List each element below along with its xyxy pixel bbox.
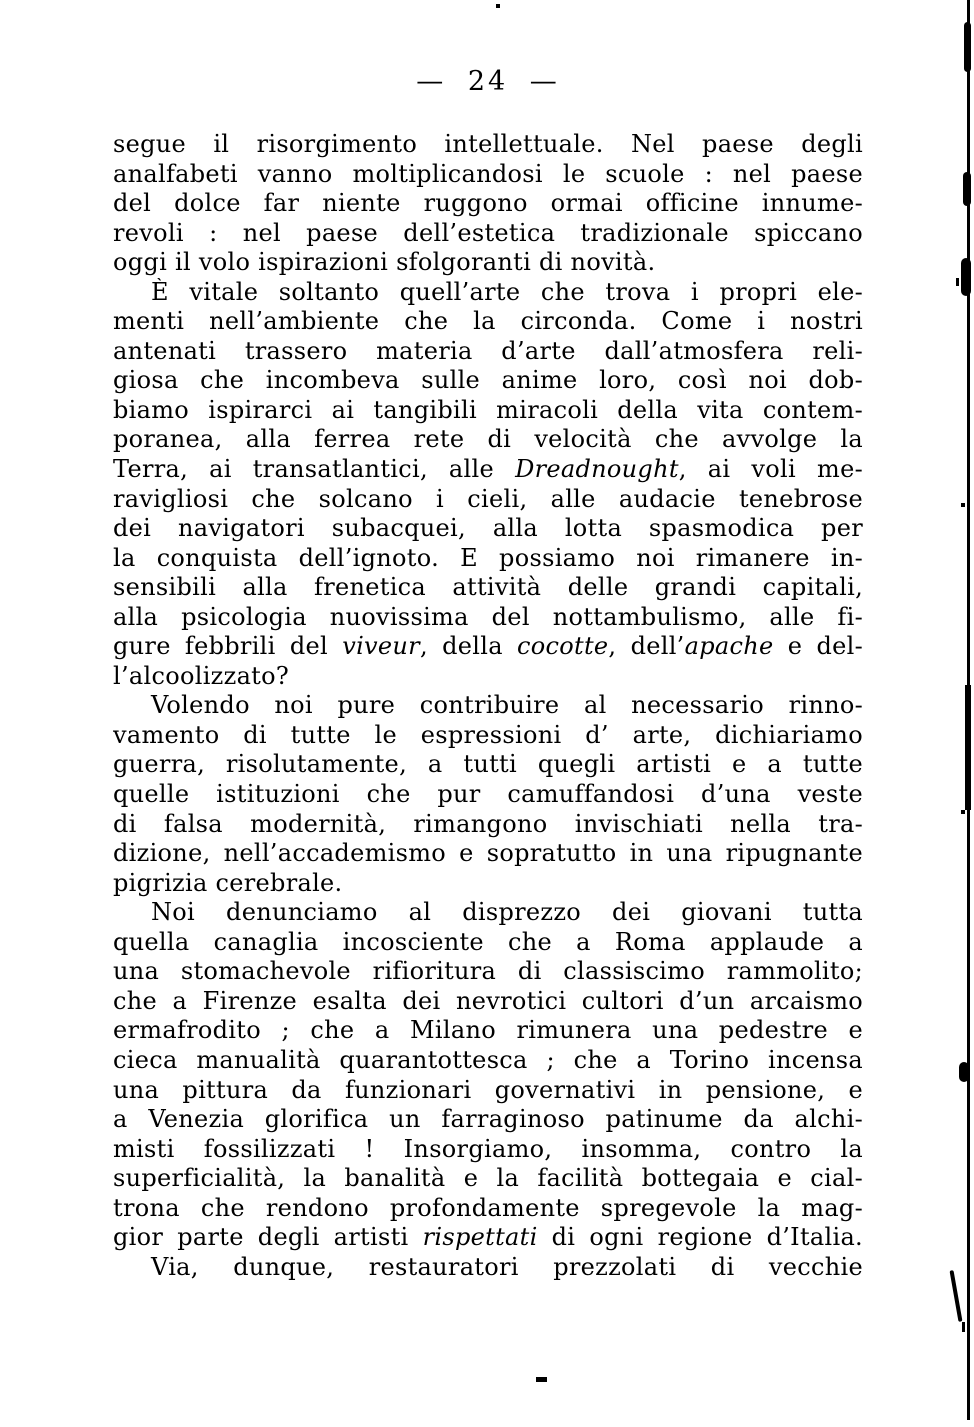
text-segment: menti nell’ambiente che la circonda. Come i nostri: [113, 307, 863, 336]
text-segment: dei navigatori subacquei, alla lotta spasmodica per: [113, 514, 863, 543]
italic-text: cocotte: [517, 632, 609, 661]
scan-ink-blob: [961, 258, 971, 296]
text-block: [113, 130, 863, 1282]
text-segment: , dell’: [608, 632, 685, 661]
text-segment: gure febbrili del: [113, 632, 343, 661]
text-line: [113, 1164, 863, 1194]
italic-text: rispettati: [422, 1223, 538, 1252]
text-line: [113, 573, 863, 603]
text-line: [113, 1135, 863, 1165]
text-line: [113, 1223, 863, 1253]
text-segment: cieca manualità quarantottesca ; che a Torino incensa: [113, 1045, 863, 1074]
text-segment: guerra, risolutamente, a tutti quegli artisti e a tutte: [113, 750, 863, 779]
text-segment: alla psicologia nuovissima del nottambulismo, alle fi-: [113, 602, 863, 631]
text-line: [113, 1194, 863, 1224]
text-line: [113, 130, 863, 160]
italic-text: viveur: [342, 632, 420, 661]
text-segment: Via, dunque, restauratori prezzolati di vecchie: [151, 1252, 863, 1281]
text-line: [113, 1016, 863, 1046]
text-line: [113, 810, 863, 840]
text-line: [113, 278, 863, 308]
scan-speck: [536, 1377, 547, 1382]
text-line: [113, 189, 863, 219]
text-segment: superficialità, la banalità e la facilità bottegaia e cial-: [113, 1164, 863, 1193]
text-segment: Noi denunciamo al disprezzo dei giovani tutta: [151, 898, 863, 927]
italic-text: Dreadnought: [515, 455, 679, 484]
italic-text: apache: [684, 632, 774, 661]
text-line: [113, 839, 863, 869]
text-segment: misti fossilizzati ! Insorgiamo, insomma, contro la: [113, 1134, 863, 1163]
scan-ink-blob: [965, 685, 971, 810]
text-line: [113, 691, 863, 721]
text-line: [113, 514, 863, 544]
scan-speck: [496, 4, 500, 8]
text-segment: Terra, ai transatlantici, alle: [113, 455, 516, 484]
text-segment: del dolce far niente ruggono ormai officine innume-: [113, 189, 863, 218]
text-segment: poranea, alla ferrea rete di velocità che avvolge la: [113, 425, 863, 454]
text-segment: analfabeti vanno moltiplicandosi le scuole : nel paese: [113, 159, 863, 188]
text-line: [113, 455, 863, 485]
text-line: [113, 337, 863, 367]
text-segment: segue il risorgimento intellettuale. Nel paese degli: [113, 130, 863, 158]
text-line: [113, 869, 863, 899]
scan-speck: [956, 278, 959, 286]
text-line: [113, 425, 863, 455]
text-segment: a Venezia glorifica un farraginoso patinume da alchi-: [113, 1105, 863, 1134]
text-segment: , della: [419, 632, 518, 661]
text-line: [113, 485, 863, 515]
text-line: [113, 780, 863, 810]
text-segment: di ogni regione d’Italia.: [537, 1223, 863, 1252]
text-segment: e del-: [773, 632, 863, 661]
text-segment: antenati trassero materia d’arte dall’atmosfera reli-: [113, 336, 863, 365]
text-line: [113, 1105, 863, 1135]
text-segment: l’alcoolizzato?: [113, 661, 290, 690]
text-segment: gior parte degli artisti: [113, 1223, 423, 1252]
text-line: [113, 1046, 863, 1076]
text-segment: una pittura da funzionari governativi in pensione, e: [113, 1075, 863, 1104]
text-segment: ermafrodito ; che a Milano rimunera una pedestre e: [113, 1016, 863, 1045]
scan-speck: [962, 1322, 965, 1332]
text-line: [113, 898, 863, 928]
scan-speck: [961, 810, 965, 814]
scan-speck: [961, 503, 965, 507]
text-segment: giosa che incombeva sulle anime loro, così noi dob-: [113, 366, 863, 395]
text-line: [113, 632, 863, 662]
text-line: [113, 160, 863, 190]
text-segment: Volendo noi pure contribuire al necessario rinno-: [151, 691, 863, 720]
text-segment: biamo ispirarci ai tangibili miracoli della vita contem-: [113, 395, 863, 424]
text-line: [113, 957, 863, 987]
text-segment: , ai voli me-: [678, 455, 863, 484]
scan-ink-blob: [963, 172, 971, 206]
scan-ink-blob: [964, 22, 971, 72]
text-segment: ravigliosi che solcano i cieli, alle audacie tenebrose: [113, 484, 863, 513]
text-segment: che a Firenze esalta dei nevrotici cultori d’un arcaismo: [113, 986, 863, 1015]
text-line: [113, 544, 863, 574]
text-line: [113, 219, 863, 249]
text-line: [113, 366, 863, 396]
text-segment: quella canaglia incosciente che a Roma applaude a: [113, 927, 863, 956]
text-line: [113, 721, 863, 751]
text-segment: sensibili alla frenetica attività delle grandi capitali,: [113, 573, 863, 602]
text-segment: una stomachevole rifioritura di classiscimo rammolito;: [113, 957, 863, 986]
text-line: [113, 928, 863, 958]
text-segment: di falsa modernità, rimangono invischiati nella tra-: [113, 809, 863, 838]
page-number: — 24 —: [416, 66, 560, 97]
text-segment: vamento di tutte le espressioni d’ arte, dichiariamo: [113, 720, 863, 749]
text-segment: revoli : nel paese dell’estetica tradizionale spiccano: [113, 218, 863, 247]
text-segment: dizione, nell’accademismo e sopratutto in una ripugnante: [113, 839, 863, 868]
text-line: [113, 396, 863, 426]
scan-scratch: [950, 1270, 963, 1322]
text-segment: oggi il volo ispirazioni sfolgoranti di novità.: [113, 248, 656, 277]
text-line: [113, 662, 863, 692]
text-line: [113, 603, 863, 633]
text-line: [113, 248, 863, 278]
text-segment: quelle istituzioni che pur camuffandosi d’una veste: [113, 780, 863, 809]
text-line: [113, 1076, 863, 1106]
text-segment: pigrizia cerebrale.: [113, 868, 343, 897]
scan-ink-blob: [959, 1062, 969, 1082]
text-segment: trona che rendono profondamente spregevole la mag-: [113, 1193, 863, 1222]
text-line: [113, 987, 863, 1017]
text-line: [113, 307, 863, 337]
text-segment: la conquista dell’ignoto. E possiamo noi rimanere in-: [113, 543, 863, 572]
text-line: [113, 750, 863, 780]
text-line: [113, 1253, 863, 1283]
text-segment: È vitale soltanto quell’arte che trova i propri ele-: [151, 277, 863, 306]
